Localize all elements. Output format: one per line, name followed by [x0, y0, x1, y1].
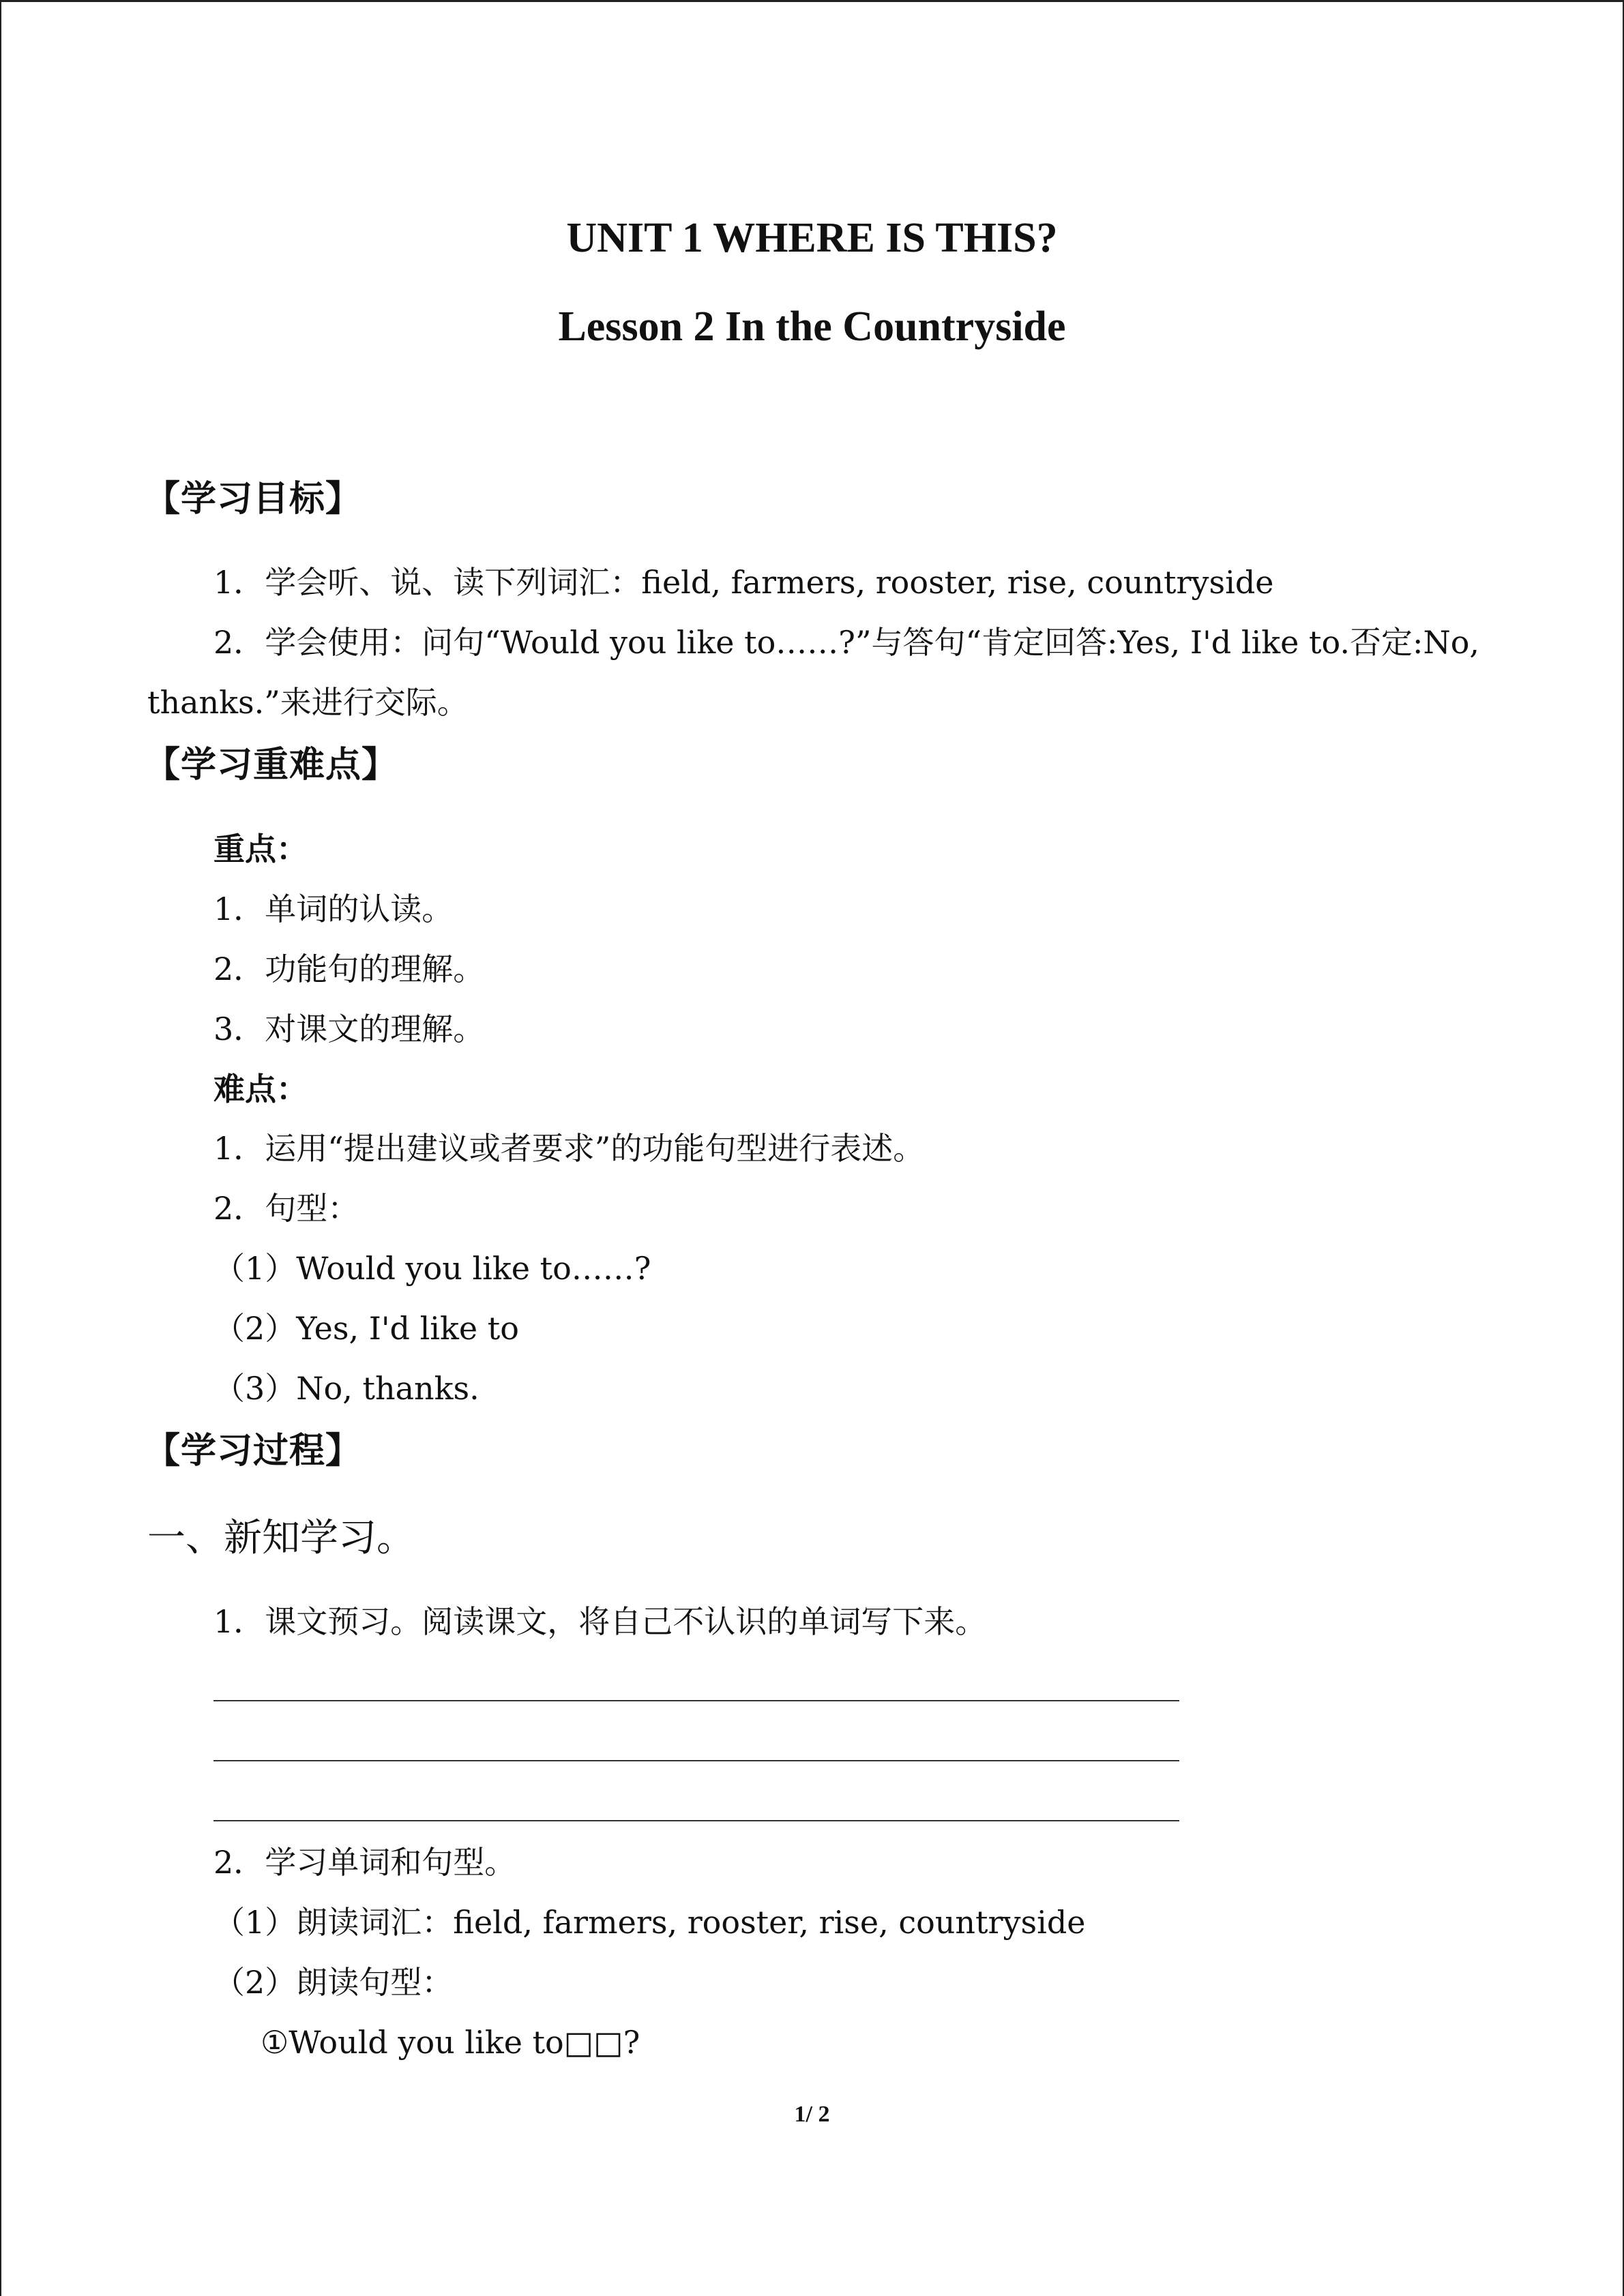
process-heading: 【学习过程】: [145, 1431, 362, 1472]
difficulty-item-2: 2．句型：: [213, 1190, 359, 1227]
answer-line-1[interactable]: [213, 1700, 1179, 1701]
task-2-sub-1: （1）朗读词汇：field, farmers, rooster, rise, countryside: [213, 1904, 1086, 1941]
key-points-heading: 【学习重难点】: [145, 745, 398, 786]
task-2-sub-2: （2）朗读句型：: [213, 1964, 454, 2001]
focus-item-1: 1．单词的认读。: [213, 891, 454, 927]
task-2: 2．学习单词和句型。: [213, 1844, 516, 1881]
objective-item-2-line-1: 2．学会使用：问句“Would you like to……?”与答句“肯定回答:Yes, I'd like to.否定:No,: [213, 624, 1480, 661]
objectives-heading: 【学习目标】: [145, 479, 362, 520]
answer-line-2[interactable]: [213, 1760, 1179, 1761]
answer-line-3[interactable]: [213, 1820, 1179, 1821]
difficulty-sentence-1: （1）Would you like to……?: [213, 1250, 651, 1287]
objective-item-1: 1．学会听、说、读下列词汇：field, farmers, rooster, rise, countryside: [213, 564, 1274, 601]
focus-label: 重点：: [213, 831, 308, 867]
unit-title: UNIT 1 WHERE IS THIS?: [566, 215, 1058, 261]
part-1-heading: 一、新知学习。: [147, 1516, 415, 1560]
difficulty-label: 难点：: [213, 1071, 308, 1107]
focus-item-2: 2．功能句的理解。: [213, 951, 485, 987]
task-2-sentence-1: ①Would you like to□□?: [261, 2024, 640, 2061]
difficulty-item-1: 1．运用“提出建议或者要求”的功能句型进行表述。: [213, 1130, 925, 1167]
task-1: 1．课文预习。阅读课文，将自己不认识的单词写下来。: [213, 1603, 987, 1640]
focus-item-3: 3．对课文的理解。: [213, 1011, 485, 1047]
lesson-title: Lesson 2 In the Countryside: [558, 303, 1066, 350]
difficulty-sentence-3: （3）No, thanks.: [213, 1370, 479, 1407]
difficulty-sentence-2: （2）Yes, I'd like to: [213, 1310, 519, 1347]
page-number: 1/ 2: [794, 2102, 830, 2127]
objective-item-2-line-2: thanks.”来进行交际。: [147, 684, 469, 721]
